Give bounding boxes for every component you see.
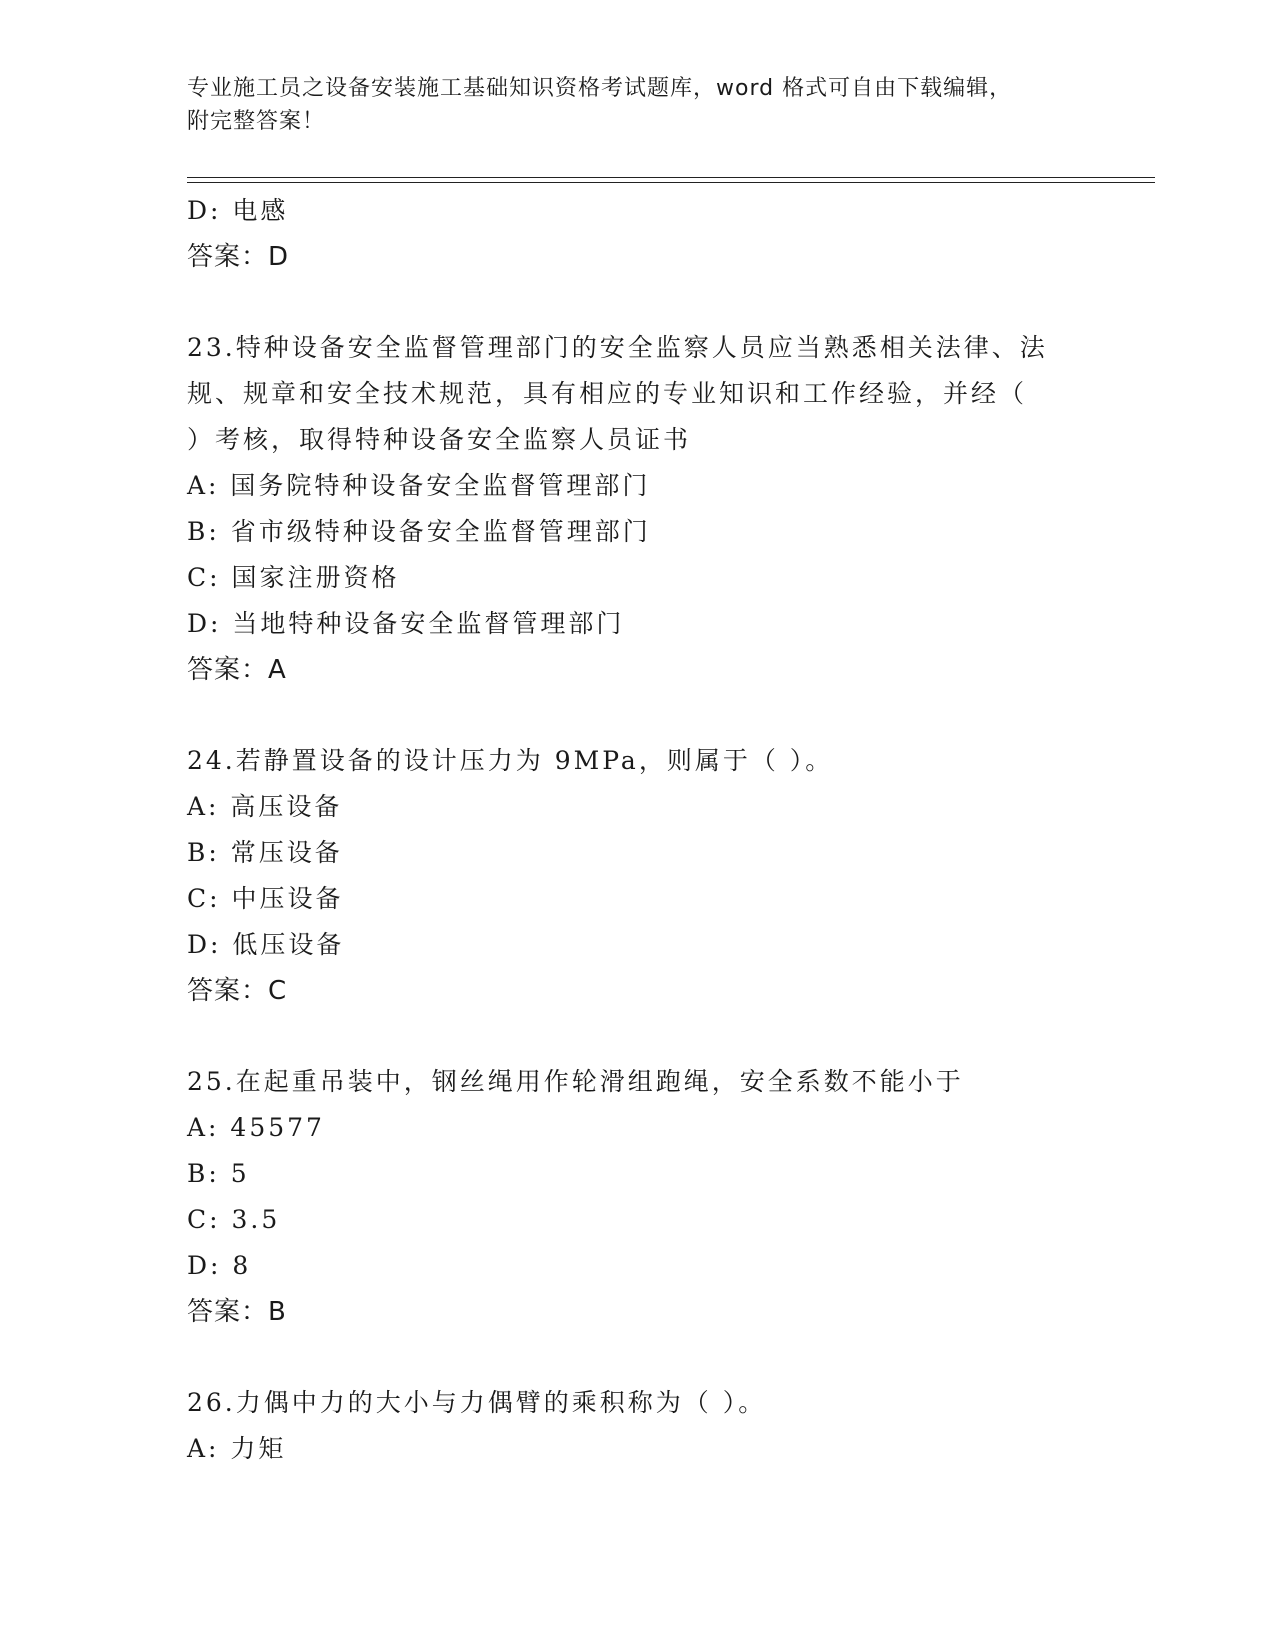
q23-answer: 答案：A [187,655,287,685]
q22-option-d: D: 电感 [187,196,289,225]
q25-option-b: B: 5 [187,1159,250,1188]
question-23 [187,325,1087,693]
q24-option-a: A: 高压设备 [187,792,343,821]
document-header [187,72,1087,138]
q25-option-a: A: 45577 [187,1113,325,1142]
question-22-tail [187,188,1087,280]
question-26 [187,1380,1087,1472]
q24-option-b: B: 常压设备 [187,838,343,867]
q24-option-c: C: 中压设备 [187,884,344,913]
q23-option-d: D: 当地特种设备安全监督管理部门 [187,609,625,638]
q23-option-a: A: 国务院特种设备安全监督管理部门 [187,471,651,500]
q24-option-d: D: 低压设备 [187,930,345,959]
spacer [187,280,1087,325]
q24-stem: 24.若静置设备的设计压力为 9MPa，则属于（ ）。 [187,746,834,775]
q26-stem: 26.力偶中力的大小与力偶臂的乘积称为（ ）。 [187,1388,767,1417]
q22-answer: 答案：D [187,242,290,272]
spacer [187,1335,1087,1380]
q23-stem-line-1: 23.特种设备安全监督管理部门的安全监察人员应当熟悉相关法律、法 [187,333,1048,362]
q26-option-a: A: 力矩 [187,1434,287,1463]
spacer [187,693,1087,738]
header-rule-top [187,177,1155,178]
spacer [187,1014,1087,1059]
question-25 [187,1059,1087,1335]
q25-option-d: D: 8 [187,1251,252,1280]
q25-option-c: C: 3.5 [187,1205,281,1234]
question-24 [187,738,1087,1014]
q23-stem-line-3: ）考核，取得特种设备安全监察人员证书 [187,425,692,454]
q25-stem: 25.在起重吊装中，钢丝绳用作轮滑组跑绳，安全系数不能小于 [187,1067,964,1096]
question-list [187,188,1087,1472]
q23-option-b: B: 省市级特种设备安全监督管理部门 [187,517,651,546]
q25-answer: 答案：B [187,1297,287,1327]
q23-option-c: C: 国家注册资格 [187,563,400,592]
header-line-1: 专业施工员之设备安装施工基础知识资格考试题库，word 格式可自由下载编辑， [187,76,1013,101]
q24-answer: 答案：C [187,976,288,1006]
header-rule-bottom [187,182,1155,183]
header-line-2: 附完整答案！ [187,109,326,134]
q23-stem-line-2: 规、规章和安全技术规范，具有相应的专业知识和工作经验，并经（ [187,379,1028,408]
